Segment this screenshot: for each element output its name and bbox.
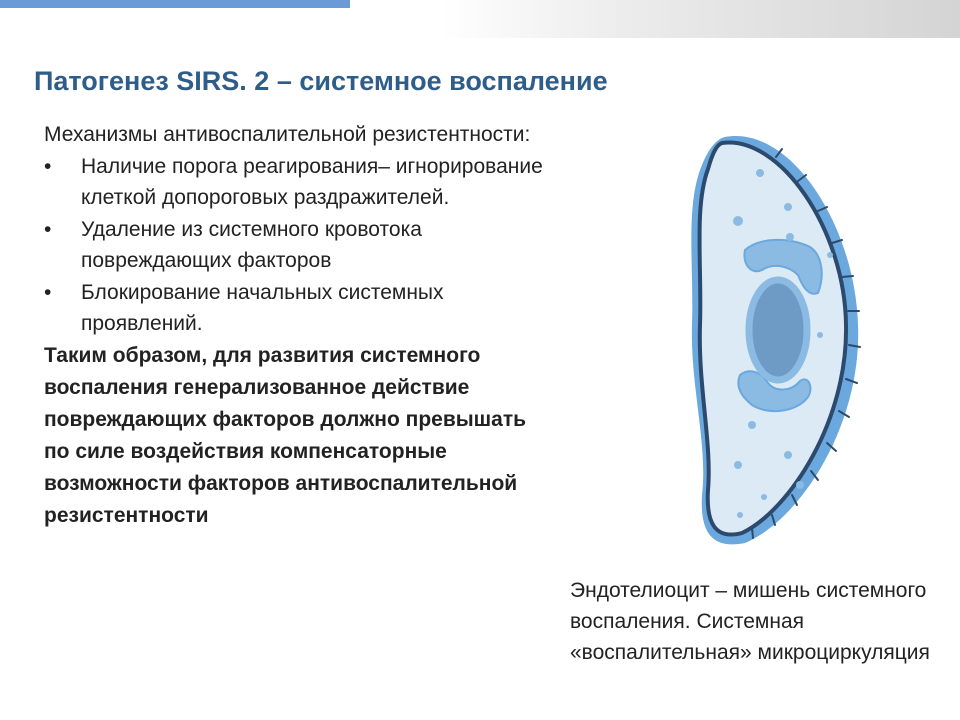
conclusion-text: Таким образом, для развития системного воспаления генерализованное действие повреждающих факторов должно превышать по силе воздействия компенсаторные возможности факторов антивоспалительной резистентности: [44, 343, 527, 527]
cell-nucleus: [749, 280, 807, 380]
intro-text: Механизмы антивоспалительной резистентности:: [44, 123, 531, 146]
endothelial-cell-illustration: [680, 125, 870, 555]
bullet-text: Наличие порога реагирования– игнорирование клеткой допороговых раздражителей.: [81, 154, 543, 209]
header-gradient: [440, 0, 960, 38]
body-text: [44, 119, 554, 532]
bullet-dot: •: [44, 154, 52, 178]
bullet-list: [44, 151, 554, 340]
bullet-text: Удаление из системного кровотока повреждающих факторов: [81, 217, 422, 272]
figure-caption: Эндотелиоцит – мишень системного воспаления. Системная «воспалительная» микроциркуляция: [570, 579, 930, 664]
bullet-dot: •: [44, 217, 52, 241]
accent-bar: [0, 0, 350, 8]
bullet-text: Блокирование начальных системных проявлений.: [81, 280, 444, 335]
slide-title: Патогенез SIRS. 2 – системное воспаление: [34, 66, 608, 96]
list-item: [44, 277, 554, 340]
bullet-dot: •: [44, 280, 52, 304]
list-item: [44, 214, 554, 277]
list-item: [44, 151, 554, 214]
